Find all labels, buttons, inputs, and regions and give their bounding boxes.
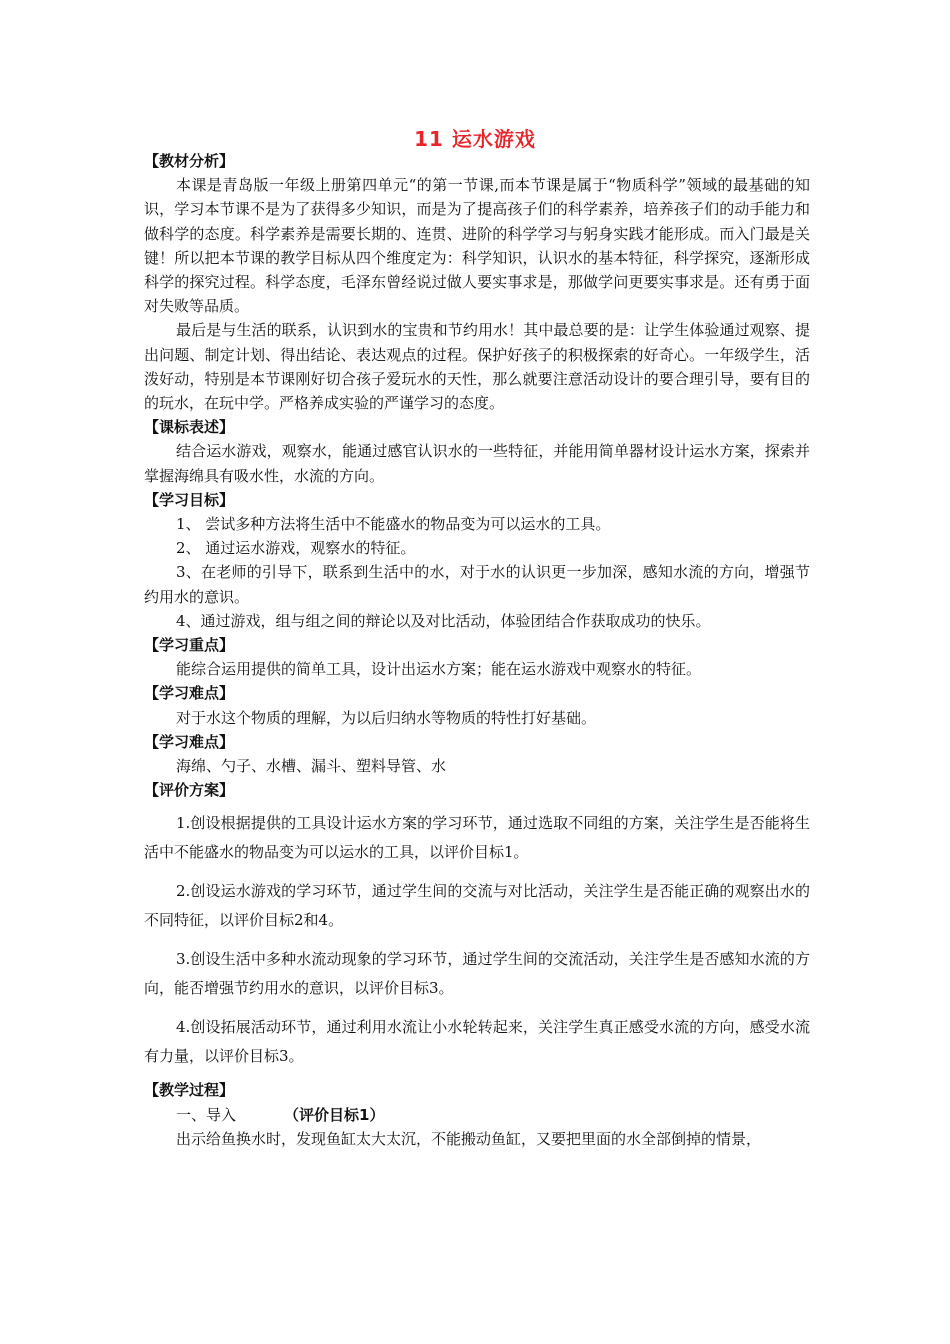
paragraph: 最后是与生活的联系，认识到水的宝贵和节约用水！其中最总要的是：让学生体验通过观察、提出问题、制定计划、得出结论、表达观点的过程。保护好孩子的积极探索的好奇心。一年级学生，活泼好动，特别是本节课刚好切合孩子爱玩水的天性，那么就要注意活动设计的要合理引导，要有目的的玩水，在玩中学。严格养成实验的严谨学习的态度。 [144, 321, 810, 413]
section-heading-materials: 【学习难点】 [144, 732, 235, 751]
section-heading-goals: 【学习目标】 [144, 490, 235, 509]
section-heading-evaluation: 【评价方案】 [144, 781, 235, 800]
paragraph: 对于水这个物质的理解，为以后归纳水等物质的特性打好基础。 [176, 708, 597, 727]
paragraph: 海绵、勺子、水槽、漏斗、塑料导管、水 [176, 757, 447, 776]
section-heading-standard: 【课标表述】 [144, 418, 235, 437]
section-heading-analysis: 【教材分析】 [144, 152, 235, 170]
paragraph: 本课是青岛版一年级上册第四单元“的第一节课,而本节课是属于“物质科学”领域的最基础的知识，学习本节课不是为了获得多少知识，而是为了提高孩子们的科学素养，培养孩子们的动手能力和做科学的态度。科学素养是需要长期的、连贯、进阶的科学学习与躬身实践才能形成。而入门最是关键！所以把本节课的教学目标从四个维度定为：科学知识，认识水的基本特征，科学探究，逐渐形成科学的探究过程。科学态度，毛泽东曾经说过做人要实事求是，那做学问更要实事求是。还有勇于面对失败等品质。 [144, 176, 810, 316]
section-heading-difficulty: 【学习难点】 [144, 684, 235, 703]
document-body [144, 149, 810, 1151]
goal-item: 4、通过游戏，组与组之间的辩论以及对比活动，体验团结合作获取成功的快乐。 [176, 611, 711, 630]
section-heading-process: 【教学过程】 [144, 1081, 235, 1100]
goal-item: 2、 通过运水游戏，观察水的特征。 [176, 539, 416, 558]
evaluation-item: 4.创设拓展活动环节，通过利用水流让小水轮转起来，关注学生真正感受水流的方向，感受水流有力量，以评价目标3。 [144, 1018, 810, 1066]
evaluation-item: 3.创设生活中多种水流动现象的学习环节，通过学生间的交流活动，关注学生是否感知水流的方向，能否增强节约用水的意识，以评价目标3。 [144, 950, 810, 998]
page-title: 11 运水游戏 [414, 127, 536, 151]
paragraph: 出示给鱼换水时，发现鱼缸太大太沉，不能搬动鱼缸，又要把里面的水全部倒掉的情景， [176, 1129, 762, 1148]
evaluation-item: 2.创设运水游戏的学习环节，通过学生间的交流与对比活动，关注学生是否能正确的观察出水的不同特征，以评价目标2和4。 [144, 882, 810, 930]
goal-item: 1、 尝试多种方法将生活中不能盛水的物品变为可以运水的工具。 [176, 515, 611, 534]
evaluation-item: 1.创设根据提供的工具设计运水方案的学习环节，通过选取不同组的方案，关注学生是否能将生活中不能盛水的物品变为可以运水的工具，以评价目标1。 [144, 814, 810, 862]
process-step [144, 1103, 810, 1127]
goal-item: 3、在老师的引导下，联系到生活中的水，对于水的认识更一步加深，感知水流的方向，增强节约用水的意识。 [144, 563, 810, 606]
section-heading-focus: 【学习重点】 [144, 636, 235, 655]
paragraph: 能综合运用提供的简单工具，设计出运水方案；能在运水游戏中观察水的特征。 [176, 660, 702, 679]
process-step-label: 一、导入 [176, 1105, 237, 1124]
paragraph: 结合运水游戏，观察水，能通过感官认识水的一些特征，并能用简单器材设计运水方案，探索并掌握海绵具有吸水性，水流的方向。 [144, 442, 810, 485]
process-step-tag: （评价目标1） [284, 1105, 385, 1124]
